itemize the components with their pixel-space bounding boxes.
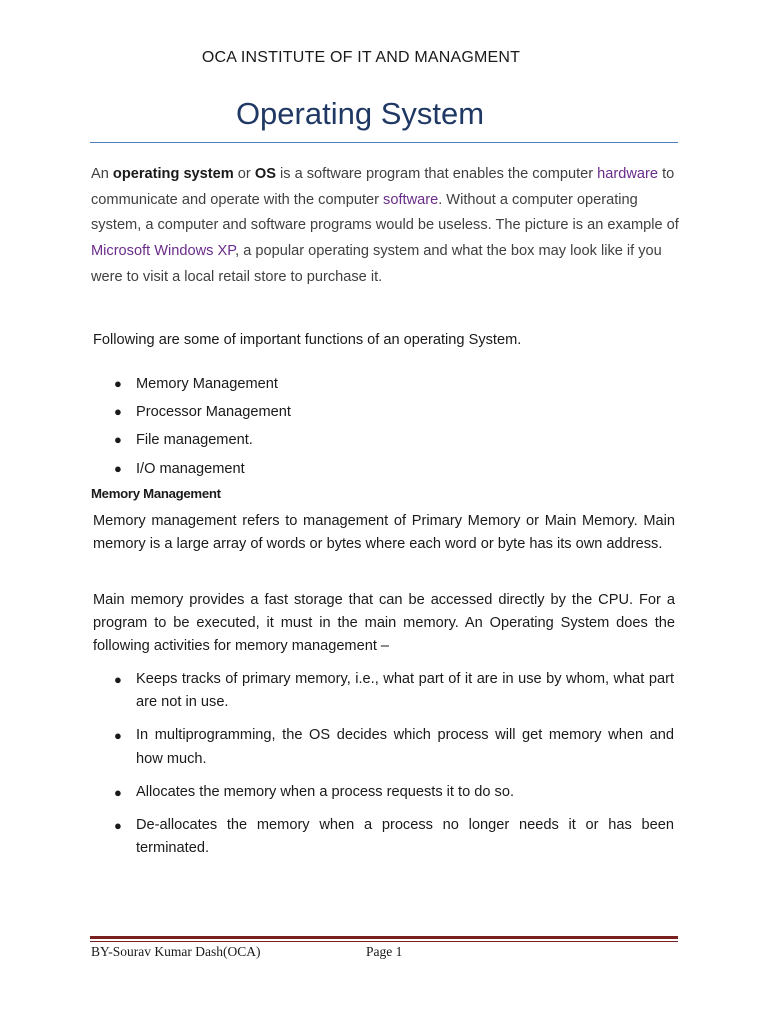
intro-bold-term: OS bbox=[254, 166, 276, 182]
list-item-text: Processor Management bbox=[136, 404, 291, 421]
list-item-text: De-allocates the memory when a process no longer needs it or has been terminated. bbox=[136, 817, 674, 857]
intro-text: , a popular operating system and what the box may look like if you were to visit a local retail store to purchase it. bbox=[91, 243, 662, 285]
list-item-text: File management. bbox=[136, 432, 253, 449]
bullet-icon: ● bbox=[114, 404, 122, 420]
intro-text: An bbox=[91, 166, 113, 182]
bullet-icon: ● bbox=[114, 432, 122, 448]
list-item-text: Allocates the memory when a process requests it to do so. bbox=[136, 783, 514, 800]
list-item-text: Memory Management bbox=[136, 376, 278, 392]
institute-header: OCA INSTITUTE OF IT AND MANAGMENT bbox=[201, 49, 521, 66]
list-item-text: In multiprogramming, the OS decides which process will get memory when and how much. bbox=[136, 727, 674, 767]
page-number: Page 1 bbox=[366, 944, 403, 959]
bullet-icon: ● bbox=[114, 728, 122, 744]
software-link[interactable]: software bbox=[383, 191, 439, 208]
list-item bbox=[114, 373, 684, 401]
page-title: Operating System bbox=[235, 96, 485, 131]
footer-divider-thin bbox=[90, 941, 678, 942]
list-item bbox=[114, 781, 674, 804]
title-divider bbox=[90, 142, 678, 143]
intro-text: to communicate and operate with the computer bbox=[91, 166, 675, 208]
bullet-icon: ● bbox=[114, 784, 122, 800]
section-heading: Memory Management bbox=[91, 486, 221, 501]
list-item bbox=[114, 814, 674, 860]
list-item-text: Keeps tracks of primary memory, i.e., what part of it are in use by whom, what part are not in use. bbox=[136, 671, 674, 711]
intro-bold-term: operating system bbox=[112, 166, 234, 182]
hardware-link[interactable]: hardware bbox=[597, 166, 659, 182]
list-item bbox=[114, 668, 674, 714]
functions-intro: Following are some of important functions of an operating System. bbox=[93, 332, 522, 348]
intro-paragraph bbox=[91, 162, 691, 291]
footer-author: BY-Sourav Kumar Dash(OCA) bbox=[91, 944, 261, 959]
bullet-icon: ● bbox=[114, 376, 122, 391]
list-item bbox=[114, 401, 684, 429]
intro-text: or bbox=[233, 166, 255, 182]
functions-list bbox=[114, 373, 684, 486]
memory-paragraph-2: Main memory provides a fast storage that can be accessed directly by the CPU. For a program to be executed, it must in the main memory. An Operating System does the following activities for memory management – bbox=[93, 592, 675, 655]
memory-paragraph-1: Memory management refers to management of Primary Memory or Main Memory. Main memory is a large array of words or bytes where each word or byte has its own address. bbox=[93, 513, 675, 553]
list-item-text: I/O management bbox=[136, 460, 245, 477]
memory-activities-list bbox=[114, 668, 674, 870]
bullet-icon: ● bbox=[114, 672, 122, 687]
bullet-icon: ● bbox=[114, 818, 122, 834]
intro-text: . Without a computer operating system, a computer and software programs would be useless. The picture is an example of bbox=[91, 191, 679, 234]
windows-xp-link[interactable]: Microsoft Windows XP bbox=[91, 243, 236, 260]
bullet-icon: ● bbox=[114, 460, 122, 476]
list-item bbox=[114, 429, 684, 457]
list-item bbox=[114, 458, 684, 486]
list-item bbox=[114, 724, 674, 770]
footer-divider bbox=[90, 936, 678, 939]
intro-text: is a software program that enables the computer bbox=[275, 166, 598, 182]
